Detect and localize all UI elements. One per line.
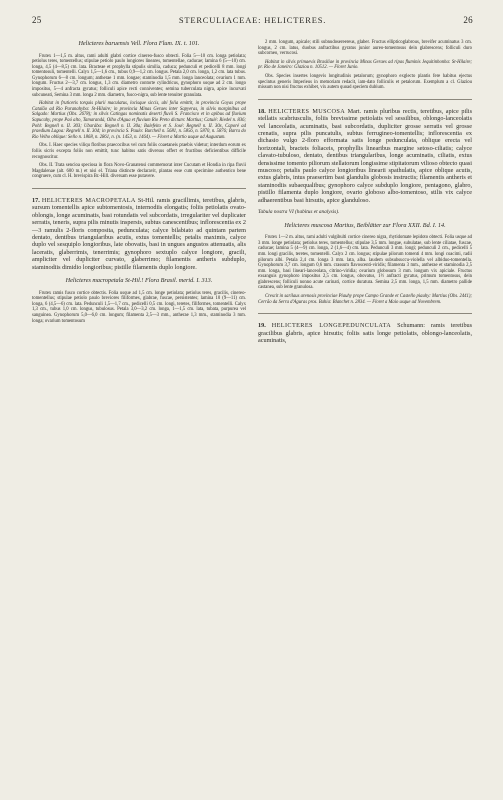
citation-macropetala: Helicteres macropetala St-Hil.! Flora Brasil. merid. I. 313. <box>65 277 213 285</box>
observation-3: Obs. Species insertes longevis longitudinis petalorum; gynophoro exglecto plantis fere habitus ejectus specintus generis Imperieus in memoriam redacit, iam-dato folliculis et petalorum. Exemplum a cl. Glaziou missum non nisi fructus exhibet, vix autem quoad speciem dubium. <box>258 73 472 91</box>
plate-reference: Tabula nostra VI (habitus et analysis). <box>258 209 340 216</box>
page-number-right: 26 <box>463 15 473 25</box>
page-header <box>32 15 473 27</box>
observation-1: Obs. I. Haec species viliqu floribus praecocibus vel cum foliis coaetaneis praebis videtur; interdum eorum ex foliis sicris excepta foliis non emittit, tunc habitus satis diversus offert et fructibus deficientibus difficile recognoscitur. <box>32 143 246 160</box>
section-divider <box>32 188 246 189</box>
citation-muscosa: Helicteres muscosa Martius, Beiblätter zur Flora XXII. Bd. I. 14. <box>284 221 446 229</box>
habitat-baruensis: Habitat in fruticetis torquis plurii maculatus, locisque siccis, ubi folia emittit, in provincia Goyas prope Catalão ad Rio Paranahyba: St-Hilaire; in provincia Minas Geraes inter Sapyeras, in silvis marginibus ad Salgado: Martius (Obs. 2678); in silvis Catingas nominatis deserti fluvii S. Francisco et in apibus ad fluvium Sapucahy, prope Paó alto, Tamarandá, Olho d'Agua et fluvium Rio Preto dictum: Martius; Catulé: Riedel n. 836; Pohl: Regnell n. II. 303; Ubarába: Regnell n. II. 30a; Balefeito et S. José: Regnell n. II. 30x, Caporé ad praedium Lagoa: Regnell n. II. 30d; in provincia S. Paulo: Burchell n. 5681, n. 5856, n. 5870, n. 5876; Barra do Rio Velho oblique: Sello n. 1868, n. 2861, n. (n. 1453, n. 1464). — Floret a Martio usque ad Augustum. <box>32 101 246 140</box>
description-macropetala-cont: 2 mm. longum, apicale; stili subnudosereereus, glaber. Fructus ellipticoglabrous, brevifer acuminatus 3 cm. longus, 2 cm. latus, duobus anfractibus gyratus junior aureo-tomentosus dein glabrescens; folliculi duro subcorneo, verrucosi. <box>258 40 472 57</box>
section-divider <box>258 313 472 314</box>
citation-baruensis: Helicteres baruensis Vell. Flora Flum. IX. t. 101. <box>78 40 200 47</box>
species-17-name: HELICTERES MACROPETALA <box>41 196 136 204</box>
species-18-diagnosis: ramis pluribus rectis, teretibus, apice pilis stellatis scabriusculis, foliis brevissime petiolatis vel sessilibus, oblongo-lanceolatis vel lanceolatis, acuminatis, basi subcordatis, dupliciter grosse serratis vel grosse crenatis, supra pilis puncatulis, subtus ferrugineo-tomentellis; inflorescentia ex dichasio vulgo 2-floro efformata satis longe pedunculata, oblique erecta vel horizontali, bracteis foliaceis, prophyllis linearibus margine setoso-ciliatis; calyce clavato-tubuloso, dentato, dentibus triangularibus, longe acuminatis, ciliatis, extus densissime tomento piliorum stellatorum longissime stipitatorum vilioso obtecto quasi muscoso; petalis paulo calyce longioribus linearii spathulatis, apice oblique acutis, extus glabris, intus praesertim basi glandulis globosis instructis; filamentis antheris et staminodiis subaequalibus; gynophoro calyce subduplo longiore, pentagono, glabro, pistillo filamenta duplo longiore, ovario globoso albo-tomentoso, stilis vix calyce adhaerentibus basi hirsutis, apice glanduloso. <box>258 107 473 204</box>
species-19-number: 19. <box>258 322 266 330</box>
habitat-macropetala: Habitat in silvis primaevis Brasiliae in provincia Minas Geraes ad ripas fluminis Jequitinhonha: St-Hilaire; pr. Rio de Janeiro: Glaziou n. 10512. — Floret Junio. <box>258 59 472 71</box>
species-18-number: 18. <box>258 107 266 115</box>
species-17-author: St-Hil. <box>137 196 155 204</box>
right-column <box>258 40 472 350</box>
page-number-left: 25 <box>32 15 42 25</box>
species-19-name: HELICTERES LONGEPEDUNCULATA <box>271 322 392 330</box>
left-column <box>32 40 246 327</box>
description-muscosa: Frutex 1—2 m. altus, rami adulti vulgibulti cortice cinereo nigra, rhytidomate lepidoto obtecti. Folia usque ad 3 mm. longe petiolata; petiolus teres, tomentellus; stipulae 3,5 mm. longae, subulatae, sub lente ciliatae, fuscae, caducae; lamina 5 (4—9) cm. longa, 2 (1,6—4) cm. lata. Pedunculi 3 mm. longi; pedunculi 2 cm., pedicelli 5 mm. longi gracilis, teretes, tomentelli. Calyx 2 cm. longus; stipulae pilorum tomenti 4 mm. longi coacimi, radii pilorum albi. Petala 2,4 cm. longa 3 mm. lata, alba. laudem subsubsuccu-violella vel albiduo-tomentella. Gynophorum 3,7 cm. longum 0,6 mm. crassum flavoscenti-viridis; filamenta 3 mm., antherae et staminodia 2,5 mm. longa, basi lineari-lanceolata, citrino-viridia; ovarium globosum 3 mm. longum vix apiciale. Fructus exsanguis gynophoro impositus 2,5 cm. longus, obovatus, 1½ anfracti gyratus, primum tomentosus, dein glabrescens; folliculi nonno acute carinati, cortice duratura. Semina 2,5 mm. longa, 1,5 mm. diametro pallide castanea, sub lente granulosa. <box>258 235 472 291</box>
species-17-number: 17. <box>32 196 40 204</box>
section-divider <box>258 99 472 100</box>
species-18-author: Mart. <box>347 107 362 115</box>
species-19-diagnosis: ramis teretibus gracilibus glabris, apice hirsutis; foliis satis longe petiolatis, oblongo-lanceolatis, acuminatis, <box>258 322 473 345</box>
description-macropetala: Frutex ramis fusco cortice obtectis. Folia usque ad 1,5 cm. longe petiolata; petiolus teres, gracilis, cinereo-tomentellus; stipulae petiolo paulo breviores filiformes, glabrae, fuscae, persistentes; lamina 10 (9—11) cm. longa, 6 (4,5—6) cm. lata. Pedunculi 1,5—1,7 cm., pedicelli 0,5 cm. longi, teretes, filiformes, tomentelli. Calyx 1,3 cm., tubus 1,0 cm. longus, tubulosus. Petala 3,0—3,2 cm. longa, 1—1,5 cm. lata, tubata, purpurea vel sanguinea. Gynophorum 5,0—6,0 cm. longum; filamenta 2,5—3 mm., antherae 1,3 mm., staminodia 3 mm. longa; ovarium tomentosum <box>32 290 246 324</box>
species-17-heading <box>32 197 246 271</box>
species-17-diagnosis: ramis gracillimis, teretibus, glabris, sursum tomentellis apice subtomentosis, internodiis elongatis; foliis petiolatis ovato-oblongis, longe acuminatis, basi rotundatis vel subcordatis, irregulariter vel duplicater serratis, teneris, supra pilis minutis inspersis, subtus canescentibus; inflorescentia ex 2—3 ramulis 2-floris composita, pedunculata; calyce bilabiato ad quintam partem dentato, dentibus triangularibus acutis, extus tomentellis; petalis maximis, calyce duplo vel sesquiplo longioribus, late obovatis, basi in ungues angustos attenuatis, alis laceratis, glaberrimis, tenerrimis; gynophoro sextuplo calyce longiore, gracili, ampliciter vel dupliciter curvato, glaberrimo; filamentis antheris subduplo, staminodiis dimidio longioribus; pistille filamentis duplo longiore. <box>32 196 247 271</box>
description-baruensis: Frutex 1—1,5 m. altus, rami adulti glabri cortice cinereo-fusco obtecti. Folia 5—10 cm. longa petiolata; petiolus teres, tomentellus; stipulae petiolo paulo longiores lineares, tomentellae, caducae; lamina 6 (5—10) cm. longa, 4,5 (4—8,5) cm. lata. Bracteae et prophylla stipulis similia, caduca; pedunculi et pedicelli 8 mm. longi tomentosuli, tomentelli. Calyx 1,5—1,6 cm., tubus 0,9—1,2 cm. longus. Petala 2,0 cm. longa, 1,2 cm. lata tubus. Gynophorum 6—8 cm. longum; antherae 1 mm. longae; staminodia 1,5 mm. longa lanceolata; ovarium 1 mm. longum. Fructus 2—3,7 cm. longus, 1,3 cm. diametro contorte cylindricus, gynophoro usque ad 2 cm. longo impositus, 5—4 anfracta gyratus; folliculi apice recti conniventes; semina tuberculata nigra, apice incurvati subcuneati, Semina 3 mm. longa 2 mm. diametro, fusco-nigra, sub lente tenuiter granulata. <box>32 53 246 98</box>
observation-2: Obs. II. Trata sencioa speciosa in flora Novo-Granatensi commemorat inter Cucutam et Hondia in ripa fluvii Magdalenae (alt. 600 m.) et nisi el. Triana distincte declaravit, plantas esse cum specimine authentico bene congruere, cum cl. H. brevispira Br.-Hill. diversam esse putavere. <box>32 163 246 180</box>
habitat-muscosa: Crescit in sarilaus arenosis provinciae Piauhy prope Campo Grande et Castello piauhy: Martius (Obs. 2441); Cerrão da Serra d'Aguras pros. Bahia: Blanchet n. 2834. — Floret a Maio usque ad Novembrem. <box>258 294 472 305</box>
species-19-author: Schumann: <box>397 322 425 330</box>
species-18-heading <box>258 108 472 204</box>
species-18-name: HELICTERES MUSCOSA <box>268 107 346 115</box>
running-title: STERCULIACEAE: HELICTERES. <box>178 15 327 25</box>
species-19-heading <box>258 322 472 344</box>
